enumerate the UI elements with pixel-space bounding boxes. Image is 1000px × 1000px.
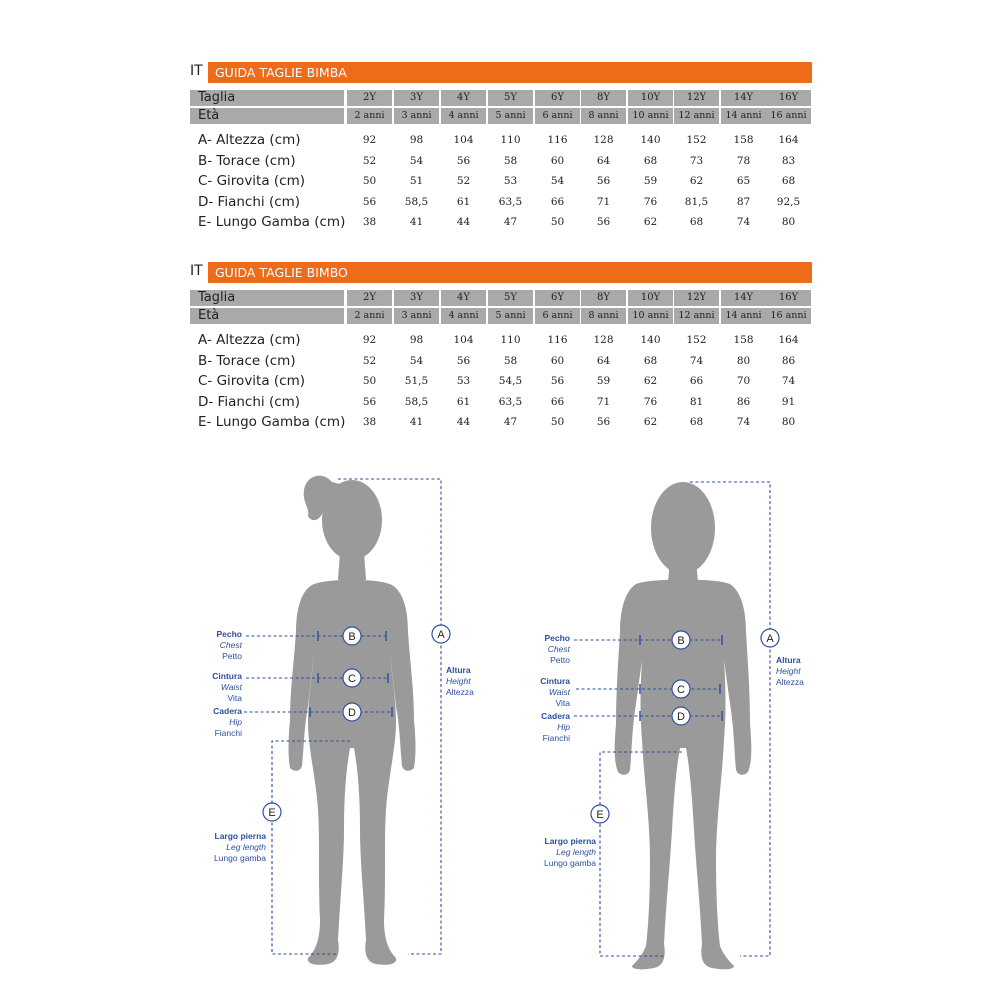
measure-value: 86 bbox=[781, 354, 796, 367]
measure-value: 73 bbox=[689, 154, 704, 167]
size-header-cell: 16Y bbox=[766, 290, 811, 306]
measure-value: 104 bbox=[453, 334, 474, 346]
measure-value: 158 bbox=[733, 334, 754, 346]
size-header-cell: 3Y bbox=[394, 290, 439, 306]
svg-text:A: A bbox=[766, 633, 774, 645]
measure-row-label: B- Torace (cm) bbox=[198, 152, 296, 169]
measure-value: 65 bbox=[736, 175, 751, 187]
svg-text:D: D bbox=[348, 707, 356, 719]
measure-value: 66 bbox=[689, 375, 704, 387]
boy-neck bbox=[668, 560, 698, 582]
measure-value: 164 bbox=[778, 134, 799, 146]
svg-text:Waist: Waist bbox=[220, 682, 242, 692]
svg-text:Leg length: Leg length bbox=[226, 842, 266, 852]
size-header-cell: 2Y bbox=[347, 290, 392, 306]
svg-text:Chest: Chest bbox=[219, 640, 242, 650]
measure-value: 66 bbox=[550, 395, 565, 408]
svg-text:Petto: Petto bbox=[550, 655, 570, 665]
size-header-cell: 8Y bbox=[581, 290, 626, 306]
svg-text:Altura: Altura bbox=[776, 655, 801, 665]
svg-text:Lungo gamba: Lungo gamba bbox=[544, 858, 596, 868]
measure-value: 52 bbox=[362, 154, 377, 167]
measure-value: 63,5 bbox=[498, 195, 523, 208]
svg-text:Largo pierna: Largo pierna bbox=[214, 831, 266, 841]
measure-row-label: D- Fianchi (cm) bbox=[198, 193, 301, 210]
measure-value: 83 bbox=[781, 154, 796, 167]
measure-value: 56 bbox=[362, 195, 377, 208]
size-header-cell: 3Y bbox=[394, 90, 439, 106]
svg-text:A: A bbox=[437, 629, 445, 641]
age-header-cell: 8 anni bbox=[581, 108, 626, 124]
age-row-label: Età bbox=[190, 308, 344, 324]
age-header-cell: 6 anni bbox=[535, 308, 580, 324]
size-row-label: Taglia bbox=[190, 290, 344, 306]
size-header-cell: 14Y bbox=[721, 90, 766, 106]
measure-value: 158 bbox=[733, 134, 754, 146]
age-header-cell: 14 anni bbox=[721, 308, 766, 324]
measure-value: 128 bbox=[593, 134, 614, 146]
measure-value: 56 bbox=[596, 216, 611, 228]
size-header-cell: 6Y bbox=[535, 90, 580, 106]
size-header-cell: 8Y bbox=[581, 90, 626, 106]
measure-value: 81 bbox=[689, 395, 704, 408]
svg-text:Petto: Petto bbox=[222, 651, 242, 661]
measure-value: 64 bbox=[596, 154, 611, 167]
svg-text:Altura: Altura bbox=[446, 665, 471, 675]
measure-value: 41 bbox=[409, 416, 424, 428]
measure-value: 64 bbox=[596, 354, 611, 367]
measure-value: 152 bbox=[686, 134, 707, 146]
svg-text:C: C bbox=[348, 673, 356, 685]
measure-value: 91 bbox=[781, 395, 796, 408]
boy-height-labels bbox=[776, 655, 804, 687]
size-header-cell: 16Y bbox=[766, 90, 811, 106]
size-header-cell: 12Y bbox=[674, 290, 719, 306]
measure-value: 76 bbox=[643, 395, 658, 408]
measure-value: 60 bbox=[550, 354, 565, 367]
measure-value: 54 bbox=[409, 354, 424, 367]
measure-value: 81,5 bbox=[684, 195, 709, 208]
age-header-cell: 10 anni bbox=[628, 108, 673, 124]
measure-value: 92,5 bbox=[776, 195, 801, 208]
measure-value: 68 bbox=[643, 154, 658, 167]
measure-value: 74 bbox=[736, 216, 751, 228]
measure-value: 71 bbox=[596, 195, 611, 208]
size-header-cell: 5Y bbox=[488, 290, 533, 306]
svg-text:Pecho: Pecho bbox=[544, 633, 570, 643]
svg-text:Fianchi: Fianchi bbox=[214, 728, 242, 738]
measure-value: 47 bbox=[503, 216, 518, 228]
measure-value: 56 bbox=[362, 395, 377, 408]
measure-value: 54,5 bbox=[498, 375, 523, 387]
measure-value: 61 bbox=[456, 395, 471, 408]
svg-text:Lungo gamba: Lungo gamba bbox=[214, 853, 266, 863]
measure-value: 53 bbox=[503, 175, 518, 187]
girl-height-labels bbox=[446, 665, 474, 697]
measure-value: 74 bbox=[689, 354, 704, 367]
measure-value: 62 bbox=[643, 375, 658, 387]
size-header-cell: 10Y bbox=[628, 290, 673, 306]
svg-text:Chest: Chest bbox=[547, 644, 570, 654]
age-header-cell: 5 anni bbox=[488, 108, 533, 124]
measure-value: 41 bbox=[409, 216, 424, 228]
measure-row-label: A- Altezza (cm) bbox=[198, 132, 301, 148]
girls-section-header bbox=[188, 62, 814, 83]
measure-value: 68 bbox=[689, 216, 704, 228]
measure-value: 56 bbox=[456, 354, 471, 367]
measure-value: 92 bbox=[362, 134, 377, 146]
measure-value: 66 bbox=[550, 195, 565, 208]
girl-neck bbox=[338, 552, 366, 580]
measure-value: 110 bbox=[500, 134, 521, 146]
age-header-cell: 2 anni bbox=[347, 308, 392, 324]
boys-size-guide bbox=[188, 262, 814, 430]
girls-size-guide bbox=[188, 62, 814, 230]
measure-value: 71 bbox=[596, 395, 611, 408]
size-header-cell: 10Y bbox=[628, 90, 673, 106]
measure-value: 58 bbox=[503, 154, 518, 167]
svg-text:Vita: Vita bbox=[555, 698, 570, 708]
svg-text:Pecho: Pecho bbox=[216, 629, 242, 639]
measurement-diagram bbox=[0, 460, 1000, 1000]
size-header-cell: 2Y bbox=[347, 90, 392, 106]
svg-text:Vita: Vita bbox=[227, 693, 242, 703]
measure-value: 61 bbox=[456, 195, 471, 208]
svg-text:Largo pierna: Largo pierna bbox=[544, 836, 596, 846]
measure-row-label: B- Torace (cm) bbox=[198, 352, 296, 369]
measure-value: 53 bbox=[456, 375, 471, 387]
measure-value: 92 bbox=[362, 334, 377, 346]
measure-value: 54 bbox=[550, 175, 565, 187]
measure-value: 80 bbox=[781, 216, 796, 228]
measure-value: 44 bbox=[456, 216, 471, 228]
measure-value: 78 bbox=[736, 154, 751, 167]
age-header-cell: 4 anni bbox=[441, 308, 486, 324]
size-header-cell: 5Y bbox=[488, 90, 533, 106]
measure-row-label: E- Lungo Gamba (cm) bbox=[198, 414, 346, 430]
svg-text:B: B bbox=[677, 635, 685, 647]
girl-labels bbox=[212, 629, 266, 863]
measure-row-label: C- Girovita (cm) bbox=[198, 173, 306, 189]
measure-value: 87 bbox=[736, 195, 751, 208]
measure-value: 62 bbox=[643, 216, 658, 228]
age-header-cell: 10 anni bbox=[628, 308, 673, 324]
measure-value: 152 bbox=[686, 334, 707, 346]
measure-value: 62 bbox=[689, 175, 704, 187]
svg-text:Cadera: Cadera bbox=[213, 706, 242, 716]
measure-value: 54 bbox=[409, 154, 424, 167]
age-header-cell: 12 anni bbox=[674, 108, 719, 124]
measure-value: 60 bbox=[550, 154, 565, 167]
age-header-cell: 12 anni bbox=[674, 308, 719, 324]
age-header-cell: 4 anni bbox=[441, 108, 486, 124]
measure-row-label: D- Fianchi (cm) bbox=[198, 393, 301, 410]
size-header-cell: 4Y bbox=[441, 290, 486, 306]
girl-head bbox=[322, 480, 382, 560]
measure-value: 56 bbox=[550, 375, 565, 387]
boys-section-header bbox=[188, 262, 814, 283]
svg-text:Height: Height bbox=[446, 676, 471, 686]
svg-text:Cintura: Cintura bbox=[540, 676, 570, 686]
measure-value: 50 bbox=[362, 175, 377, 187]
age-header-cell: 16 anni bbox=[766, 108, 811, 124]
language-code: IT bbox=[190, 63, 203, 79]
measure-value: 56 bbox=[456, 154, 471, 167]
svg-text:Altezza: Altezza bbox=[446, 687, 474, 697]
age-header-cell: 2 anni bbox=[347, 108, 392, 124]
measure-value: 74 bbox=[781, 375, 796, 387]
measure-value: 80 bbox=[736, 354, 751, 367]
svg-text:Altezza: Altezza bbox=[776, 677, 804, 687]
svg-text:Hip: Hip bbox=[557, 722, 570, 732]
measure-value: 58,5 bbox=[404, 395, 429, 408]
boys-title: GUIDA TAGLIE BIMBO bbox=[215, 265, 348, 280]
measure-value: 104 bbox=[453, 134, 474, 146]
measure-value: 74 bbox=[736, 416, 751, 428]
measure-row-label: A- Altezza (cm) bbox=[198, 332, 301, 348]
boy-silhouette bbox=[615, 482, 752, 969]
age-header-cell: 5 anni bbox=[488, 308, 533, 324]
measure-value: 98 bbox=[409, 334, 424, 346]
age-header-cell: 8 anni bbox=[581, 308, 626, 324]
size-row-label: Taglia bbox=[190, 90, 344, 106]
measure-value: 86 bbox=[736, 395, 751, 408]
size-header-cell: 12Y bbox=[674, 90, 719, 106]
measure-row-label: E- Lungo Gamba (cm) bbox=[198, 214, 346, 230]
measure-value: 50 bbox=[362, 375, 377, 387]
boys-title-bar bbox=[208, 262, 812, 283]
svg-text:D: D bbox=[677, 711, 685, 723]
svg-text:Hip: Hip bbox=[229, 717, 242, 727]
measure-value: 80 bbox=[781, 416, 796, 428]
measure-value: 56 bbox=[596, 416, 611, 428]
measure-value: 44 bbox=[456, 416, 471, 428]
measure-value: 47 bbox=[503, 416, 518, 428]
svg-text:B: B bbox=[348, 631, 356, 643]
size-header-cell: 14Y bbox=[721, 290, 766, 306]
size-header-cell: 6Y bbox=[535, 290, 580, 306]
measure-value: 59 bbox=[643, 175, 658, 187]
measure-row-label: C- Girovita (cm) bbox=[198, 373, 306, 389]
measure-value: 63,5 bbox=[498, 395, 523, 408]
measure-value: 58,5 bbox=[404, 195, 429, 208]
measure-value: 58 bbox=[503, 354, 518, 367]
measure-value: 38 bbox=[362, 216, 377, 228]
measure-value: 62 bbox=[643, 416, 658, 428]
svg-text:Height: Height bbox=[776, 666, 801, 676]
measure-value: 56 bbox=[596, 175, 611, 187]
measure-value: 51 bbox=[409, 175, 424, 187]
age-header-cell: 16 anni bbox=[766, 308, 811, 324]
measure-value: 116 bbox=[547, 334, 568, 346]
measure-value: 68 bbox=[689, 416, 704, 428]
age-header-cell: 6 anni bbox=[535, 108, 580, 124]
svg-text:Waist: Waist bbox=[548, 687, 570, 697]
boy-labels bbox=[540, 633, 596, 868]
measure-value: 50 bbox=[550, 216, 565, 228]
svg-text:Cintura: Cintura bbox=[212, 671, 242, 681]
girls-title-bar bbox=[208, 62, 812, 83]
age-header-cell: 3 anni bbox=[394, 308, 439, 324]
measure-value: 140 bbox=[640, 334, 661, 346]
measure-value: 50 bbox=[550, 416, 565, 428]
svg-text:Fianchi: Fianchi bbox=[542, 733, 570, 743]
measure-value: 116 bbox=[547, 134, 568, 146]
measure-value: 52 bbox=[456, 175, 471, 187]
measure-value: 38 bbox=[362, 416, 377, 428]
svg-text:E: E bbox=[596, 809, 604, 821]
svg-text:E: E bbox=[268, 807, 276, 819]
measure-value: 59 bbox=[596, 375, 611, 387]
measure-value: 68 bbox=[781, 175, 796, 187]
measure-value: 98 bbox=[409, 134, 424, 146]
measure-value: 110 bbox=[500, 334, 521, 346]
age-row-label: Età bbox=[190, 108, 344, 124]
age-header-cell: 3 anni bbox=[394, 108, 439, 124]
measure-value: 76 bbox=[643, 195, 658, 208]
measure-value: 68 bbox=[643, 354, 658, 367]
measure-value: 140 bbox=[640, 134, 661, 146]
svg-text:Cadera: Cadera bbox=[541, 711, 570, 721]
svg-text:C: C bbox=[677, 684, 685, 696]
measure-value: 51,5 bbox=[404, 375, 429, 387]
girls-title: GUIDA TAGLIE BIMBA bbox=[215, 65, 347, 80]
measure-value: 128 bbox=[593, 334, 614, 346]
age-header-cell: 14 anni bbox=[721, 108, 766, 124]
language-code: IT bbox=[190, 263, 203, 279]
size-header-cell: 4Y bbox=[441, 90, 486, 106]
measure-value: 70 bbox=[736, 375, 751, 387]
svg-text:Leg length: Leg length bbox=[556, 847, 596, 857]
measure-value: 52 bbox=[362, 354, 377, 367]
measure-value: 164 bbox=[778, 334, 799, 346]
